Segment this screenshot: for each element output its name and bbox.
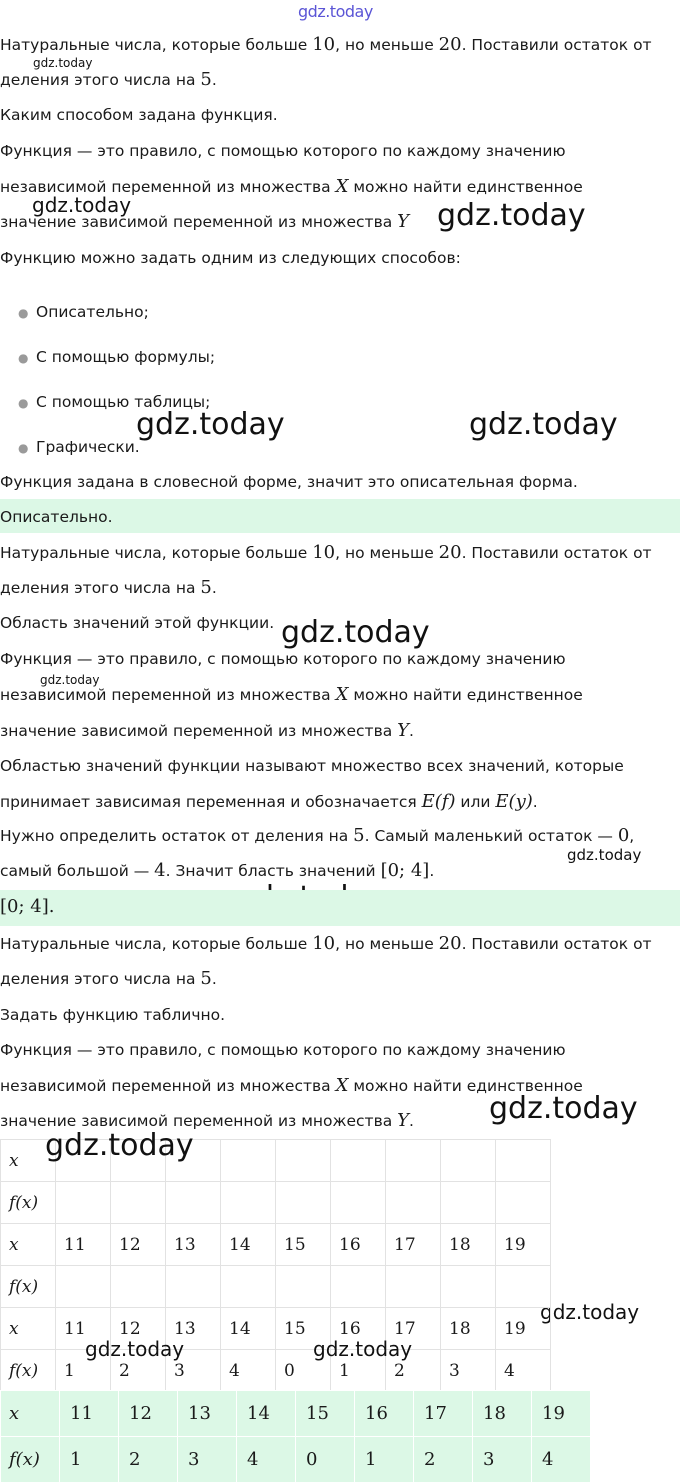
bullet-item: С помощью таблицы;: [36, 393, 211, 411]
x-value-cell: 15: [276, 1224, 331, 1266]
definition-line-1: Функция — это правило, с помощью которого по каждому значению: [0, 650, 566, 668]
fx-label-cell: f(x): [1, 1350, 56, 1392]
condition-line-2: деления этого числа на 5.: [0, 577, 217, 598]
definition-line-2: независимой переменной из множества X можно найти единственное: [0, 176, 583, 197]
x-value-cell: 11: [60, 1391, 119, 1437]
x-value-cell: 18: [441, 1224, 496, 1266]
remainder-line-2: самый большой — 4. Значит бласть значений [0; 4].: [0, 860, 435, 881]
definition-line-1: Функция — это правило, с помощью которого по каждому значению: [0, 1041, 566, 1059]
x-label-cell: x: [1, 1308, 56, 1350]
x-value-cell: 13: [178, 1391, 237, 1437]
table-cell: [56, 1182, 111, 1224]
definition-line-3: значение зависимой переменной из множества Y: [0, 211, 410, 232]
fx-value-cell: 4: [237, 1437, 296, 1483]
definition-line-2: независимой переменной из множества X можно найти единственное: [0, 684, 583, 705]
answer-2: [0; 4].: [0, 896, 55, 917]
condition-line-2: деления этого числа на 5.: [0, 69, 217, 90]
partial-table: [0, 1223, 551, 1308]
table-cell: [221, 1182, 276, 1224]
bullet-item: Описательно;: [36, 303, 149, 321]
ways-intro: Функцию можно задать одним из следующих способов:: [0, 249, 461, 267]
table-row: [1, 1266, 551, 1308]
fx-value-cell: 2: [414, 1437, 473, 1483]
fx-value-cell: 1: [60, 1437, 119, 1483]
x-value-cell: 13: [166, 1308, 221, 1350]
x-value-cell: 11: [56, 1224, 111, 1266]
watermark-top: gdz.today: [298, 2, 373, 21]
fx-value-cell: 0: [276, 1350, 331, 1392]
table-cell: [166, 1182, 221, 1224]
watermark: gdz.today: [45, 1128, 194, 1163]
table-cell: [276, 1182, 331, 1224]
x-value-cell: 17: [386, 1224, 441, 1266]
bullet-item: Графически.: [36, 438, 140, 456]
x-value-cell: 17: [414, 1391, 473, 1437]
table-cell: [386, 1140, 441, 1182]
x-value-cell: 12: [111, 1308, 166, 1350]
conclusion-1: Функция задана в словесной форме, значит это описательная форма.: [0, 473, 578, 491]
question-1: Каким способом задана функция.: [0, 106, 278, 124]
definition-line-3: значение зависимой переменной из множества Y.: [0, 720, 414, 741]
x-value-cell: 11: [56, 1308, 111, 1350]
fx-value-cell: 4: [496, 1350, 551, 1392]
definition-line-2: независимой переменной из множества X можно найти единственное: [0, 1075, 583, 1096]
fx-value-cell: 1: [331, 1350, 386, 1392]
watermark: gdz.today: [281, 615, 430, 650]
x-value-cell: 16: [331, 1308, 386, 1350]
fx-label-cell: f(x): [1, 1266, 56, 1308]
fx-value-cell: 1: [56, 1350, 111, 1392]
table-cell: [386, 1266, 441, 1308]
x-value-cell: 19: [496, 1224, 551, 1266]
question-3: Задать функцию таблично.: [0, 1006, 226, 1024]
fx-label-cell: f(x): [1, 1182, 56, 1224]
table-cell: [496, 1182, 551, 1224]
table-cell: [386, 1182, 441, 1224]
table-row: [1, 1224, 551, 1266]
fx-value-cell: 2: [111, 1350, 166, 1392]
fx-value-cell: 3: [166, 1350, 221, 1392]
fx-value-cell: 1: [355, 1437, 414, 1483]
bullet-dot: ●: [18, 306, 29, 320]
remainder-line-1: Нужно определить остаток от деления на 5. Самый маленький остаток — 0,: [0, 825, 635, 846]
table-cell: [331, 1182, 386, 1224]
x-value-cell: 16: [355, 1391, 414, 1437]
x-value-cell: 14: [221, 1308, 276, 1350]
question-2: Область значений этой функции.: [0, 614, 275, 632]
condition-line-1: Натуральные числа, которые больше 10, но меньше 20. Поставили остаток от: [0, 34, 652, 55]
table-cell: [221, 1140, 276, 1182]
table-row: [1, 1308, 551, 1350]
x-value-cell: 18: [441, 1308, 496, 1350]
fx-label-cell: f(x): [1, 1437, 60, 1483]
fx-value-cell: 4: [532, 1437, 591, 1483]
definition-line-3: значение зависимой переменной из множества Y.: [0, 1110, 414, 1131]
x-value-cell: 19: [496, 1308, 551, 1350]
x-value-cell: 16: [331, 1224, 386, 1266]
table-cell: [166, 1266, 221, 1308]
fx-value-cell: 3: [441, 1350, 496, 1392]
fx-value-cell: 3: [473, 1437, 532, 1483]
table-row: [1, 1437, 591, 1483]
bullet-dot: ●: [18, 396, 29, 410]
definition-line-1: Функция — это правило, с помощью которого по каждому значению: [0, 142, 566, 160]
x-value-cell: 17: [386, 1308, 441, 1350]
fx-value-cell: 0: [296, 1437, 355, 1483]
table-cell: [331, 1140, 386, 1182]
watermark: gdz.today: [567, 846, 642, 864]
range-definition-line-1: Областью значений функции называют множество всех значений, которые: [0, 757, 624, 775]
x-value-cell: 14: [237, 1391, 296, 1437]
table-cell: [496, 1140, 551, 1182]
x-value-cell: 15: [276, 1308, 331, 1350]
watermark: gdz.today: [540, 1300, 640, 1324]
bullet-item: С помощью формулы;: [36, 348, 216, 366]
x-value-cell: 12: [111, 1224, 166, 1266]
table-cell: [441, 1266, 496, 1308]
answer-box-1: [0, 499, 680, 533]
watermark: gdz.today: [40, 673, 100, 687]
table-row: [1, 1391, 591, 1437]
table-cell: [276, 1266, 331, 1308]
x-value-cell: 19: [532, 1391, 591, 1437]
x-value-cell: 13: [166, 1224, 221, 1266]
watermark: gdz.today: [32, 193, 132, 217]
table-cell: [111, 1182, 166, 1224]
x-value-cell: 15: [296, 1391, 355, 1437]
watermark: gdz.today: [469, 407, 618, 442]
x-value-cell: 18: [473, 1391, 532, 1437]
table-cell: [111, 1266, 166, 1308]
x-label-cell: x: [1, 1224, 56, 1266]
condition-line-2: деления этого числа на 5.: [0, 968, 217, 989]
condition-line-1: Натуральные числа, которые больше 10, но меньше 20. Поставили остаток от: [0, 933, 652, 954]
table-cell: [441, 1140, 496, 1182]
watermark: gdz.today: [136, 407, 285, 442]
watermark: gdz.today: [437, 198, 586, 233]
x-value-cell: 12: [119, 1391, 178, 1437]
bullet-dot: ●: [18, 441, 29, 455]
watermark: gdz.today: [313, 1337, 413, 1361]
fx-value-cell: 2: [386, 1350, 441, 1392]
watermark: gdz.today: [489, 1091, 638, 1126]
fx-value-cell: 4: [221, 1350, 276, 1392]
watermark: gdz.today: [85, 1337, 185, 1361]
table-cell: [331, 1266, 386, 1308]
x-label-cell: x: [1, 1391, 60, 1437]
x-label-cell: x: [1, 1140, 56, 1182]
fx-value-cell: 3: [178, 1437, 237, 1483]
fx-value-cell: 2: [119, 1437, 178, 1483]
table-cell: [276, 1140, 331, 1182]
watermark: gdz.today: [33, 56, 93, 70]
answer-1: Описательно.: [0, 508, 113, 526]
answer-box-2: [0, 890, 680, 926]
table-cell: [441, 1182, 496, 1224]
table-cell: [496, 1266, 551, 1308]
table-cell: [221, 1266, 276, 1308]
table-row: [1, 1350, 551, 1392]
table-row: [1, 1182, 551, 1224]
condition-line-1: Натуральные числа, которые больше 10, но меньше 20. Поставили остаток от: [0, 542, 652, 563]
answer-table: [0, 1390, 591, 1483]
x-value-cell: 14: [221, 1224, 276, 1266]
table-cell: [56, 1266, 111, 1308]
range-definition-line-2: принимает зависимая переменная и обозначается E(f) или E(y).: [0, 791, 538, 812]
bullet-dot: ●: [18, 351, 29, 365]
full-table: [0, 1307, 551, 1392]
